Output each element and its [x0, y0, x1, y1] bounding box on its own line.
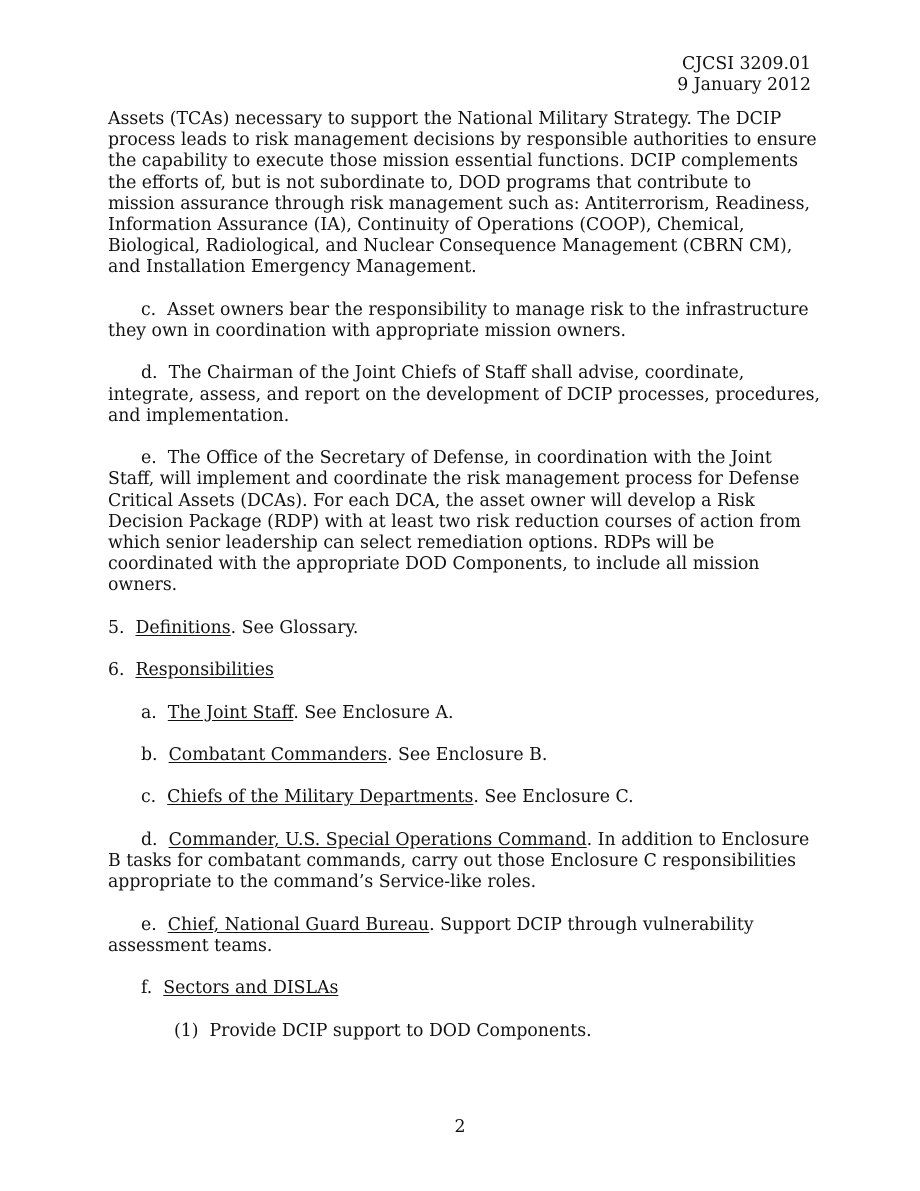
- section-title: Responsibilities: [135, 660, 274, 681]
- paragraph-marker: d.: [141, 363, 158, 384]
- paragraph-d: [108, 363, 820, 427]
- item-text: . See Enclosure B.: [387, 744, 548, 765]
- responsibility-item: [108, 787, 820, 808]
- item-title: The Joint Staff: [167, 702, 294, 723]
- item-marker: f.: [141, 978, 153, 999]
- section-5-definitions: [108, 618, 820, 639]
- paragraph-c: [108, 300, 820, 342]
- document-date: 9 January 2012: [677, 75, 811, 96]
- paragraph-marker: e.: [141, 448, 157, 469]
- subitem-marker: (1): [174, 1020, 199, 1041]
- document-body: [108, 109, 820, 1063]
- item-title: Sectors and DISLAs: [163, 978, 339, 999]
- section-title: Definitions: [135, 617, 231, 638]
- responsibility-item: [108, 830, 820, 894]
- responsibility-subitem: [108, 1021, 820, 1042]
- item-text: . In addition to Enclosure B tasks for combatant commands, carry out those Enclosure C responsibilities appropriate to the command’s Service-like roles.: [108, 829, 810, 893]
- responsibility-item: [108, 703, 820, 724]
- item-marker: b.: [141, 744, 158, 765]
- item-title: Combatant Commanders: [168, 744, 388, 765]
- item-text: . See Enclosure C.: [473, 787, 634, 808]
- item-marker: a.: [141, 702, 157, 723]
- item-marker: e.: [141, 914, 157, 935]
- paragraph-text: The Chairman of the Joint Chiefs of Staff shall advise, coordinate, integrate, assess, and report on the development of DCIP processes, procedures, and implementation.: [108, 363, 820, 426]
- section-text: . See Glossary.: [230, 617, 359, 638]
- section-6-responsibilities: [108, 660, 820, 681]
- paragraph-e: [108, 448, 820, 596]
- section-number: 5.: [108, 617, 125, 638]
- item-text: . Support DCIP through vulnerability assessment teams.: [108, 914, 754, 956]
- item-title: Chiefs of the Military Departments: [167, 787, 474, 808]
- item-marker: c.: [141, 787, 157, 808]
- item-title: Commander, U.S. Special Operations Command: [168, 829, 587, 850]
- continuation-paragraph: Assets (TCAs) necessary to support the National Military Strategy. The DCIP process leads to risk management decisions by responsible authorities to ensure the capability to execute those mission essential functions. DCIP complements the efforts of, but is not subordinate to, DOD programs that contribute to mission assurance through risk management such as: Antiterrorism, Readiness, Information Assurance (IA), Continuity of Operations (COOP), Chemical, Biological, Radiological, and Nuclear Consequence Management (CBRN CM), and Installation Emergency Management.: [108, 109, 817, 278]
- document-id: CJCSI 3209.01: [682, 54, 811, 74]
- responsibility-item: [108, 915, 820, 957]
- responsibility-item: [108, 745, 820, 766]
- page-header: [677, 54, 811, 96]
- paragraph-text: The Office of the Secretary of Defense, in coordination with the Joint Staff, will implement and coordinate the risk management process for Defense Critical Assets (DCAs). For each DCA, the asset owner will develop a Risk Decision Package (RDP) with at least two risk reduction courses of action from which senior leadership can select remediation options. RDPs will be coordinated with the appropriate DOD Components, to include all mission owners.: [108, 448, 801, 596]
- item-text: . See Enclosure A.: [293, 702, 454, 723]
- item-marker: d.: [141, 829, 158, 850]
- page-number: 2: [454, 1117, 466, 1137]
- paragraph-marker: c.: [141, 299, 157, 320]
- subitem-text: Provide DCIP support to DOD Components.: [209, 1020, 592, 1041]
- section-number: 6.: [108, 660, 125, 681]
- paragraph-text: Asset owners bear the responsibility to manage risk to the infrastructure they own in coordination with appropriate mission owners.: [108, 299, 809, 342]
- responsibility-item: [108, 978, 820, 999]
- item-title: Chief, National Guard Bureau: [167, 914, 430, 935]
